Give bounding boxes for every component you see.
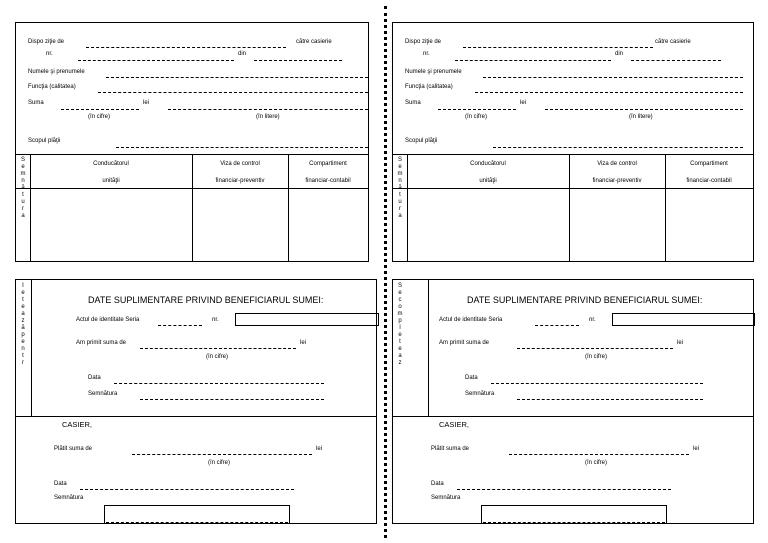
suma-label: Suma (405, 100, 421, 106)
suma-litere-field[interactable] (545, 109, 743, 110)
signature-col-line (407, 154, 408, 261)
in-cifre-label: (în cifre) (206, 354, 229, 360)
numele-field[interactable] (483, 77, 743, 78)
casier-label: CASIER, (439, 420, 470, 429)
scopul-label: Scopul plăţii (405, 138, 438, 144)
numele-label: Numele şi prenumele (405, 69, 462, 75)
scopul-field[interactable] (116, 147, 368, 148)
data-label: Data (54, 481, 67, 487)
scopul-field[interactable] (493, 147, 743, 148)
financiar-preventiv-label: financiar-preventiv (215, 178, 265, 184)
dispozitia-label: Dispo ziţie de (405, 39, 442, 45)
seria-field[interactable] (535, 325, 579, 326)
in-cifre-label: (în cifre) (585, 460, 608, 466)
compartiment-label: Compartiment (690, 161, 728, 167)
left-top-form (15, 22, 369, 262)
casier-divider (16, 416, 376, 417)
viza-label: Viza de control (597, 161, 637, 167)
am-primit-field[interactable] (517, 348, 673, 349)
data-field[interactable] (114, 383, 324, 384)
suma-cifre-field[interactable] (438, 109, 516, 110)
semnatura-vertical-label: S e m n ă t u r a (397, 157, 403, 219)
in-cifre-label: (în cifre) (585, 354, 608, 360)
seria-field[interactable] (158, 325, 202, 326)
semnatura-field[interactable] (140, 399, 324, 400)
am-primit-label: Am primit suma de (76, 340, 127, 346)
nr-label: nr. (46, 51, 53, 57)
semnatura-label: Semnătura (465, 391, 495, 397)
catre-casierie-label: către casierie (296, 39, 332, 45)
in-cifre-label: (în cifre) (88, 114, 111, 120)
semnatura-field[interactable] (517, 399, 703, 400)
functia-label: Funcţia (calitatea) (28, 84, 76, 90)
signature-col-line (30, 154, 31, 261)
nr-field[interactable] (78, 60, 234, 61)
nr-label: nr. (212, 317, 219, 323)
viza-label: Viza de control (220, 161, 260, 167)
numele-field[interactable] (106, 77, 368, 78)
data-label: Data (88, 375, 101, 381)
lei-label: lei (316, 446, 323, 452)
lei-label: lei (300, 340, 307, 346)
unitatii-label: unităţii (479, 178, 497, 184)
signature-col-line (192, 154, 193, 261)
platit-field[interactable] (509, 454, 689, 455)
data-label: Data (431, 481, 444, 487)
data-field[interactable] (457, 489, 671, 490)
unitatii-label: unităţii (102, 178, 120, 184)
signature-col-line (288, 154, 289, 261)
dispozitia-label: Dispo ziţie de (28, 39, 65, 45)
lei-label: lei (693, 446, 700, 452)
date-suplimentare-heading: DATE SUPLIMENTARE PRIVIND BENEFICIARUL SUMEI: (467, 295, 703, 305)
vertical-label-line (31, 280, 32, 416)
right-top-form (392, 22, 754, 262)
semnatura-vertical-label: S e m n ă t u r a (20, 157, 26, 219)
scopul-label: Scopul plăţii (28, 138, 61, 144)
functia-label: Funcţia (calitatea) (405, 84, 453, 90)
completeaza-vertical-label: S e c o m p l e t e a z (397, 283, 403, 366)
dispozitia-field[interactable] (463, 47, 653, 48)
signature-col-line (665, 154, 666, 261)
actul-label: Actul de identitate Seria (76, 317, 140, 323)
in-litere-label: (în litere) (629, 114, 653, 120)
right-bottom-form (392, 279, 754, 524)
conducatorul-label: Conducătorul (93, 161, 129, 167)
suma-label: Suma (28, 100, 44, 106)
cut-divider (384, 6, 387, 538)
in-cifre-label: (în cifre) (465, 114, 488, 120)
vertical-label-line (428, 280, 429, 416)
am-primit-field[interactable] (140, 348, 296, 349)
platit-field[interactable] (132, 454, 312, 455)
suma-litere-field[interactable] (168, 109, 368, 110)
signature-box-line (106, 522, 288, 523)
dispozitia-field[interactable] (86, 47, 286, 48)
data-field[interactable] (80, 489, 294, 490)
date-suplimentare-heading: DATE SUPLIMENTARE PRIVIND BENEFICIARUL SUMEI: (88, 295, 324, 305)
in-cifre-label: (în cifre) (208, 460, 231, 466)
din-field[interactable] (254, 60, 342, 61)
compartiment-label: Compartiment (309, 161, 347, 167)
lei-label: lei (677, 340, 684, 346)
nr-label: nr. (423, 51, 430, 57)
in-litere-label: (în litere) (256, 114, 280, 120)
financiar-contabil-label: financiar-contabil (686, 178, 732, 184)
nr-input-box[interactable] (612, 313, 755, 326)
financiar-preventiv-label: financiar-preventiv (592, 178, 642, 184)
semnatura-label: Semnătura (88, 391, 118, 397)
am-primit-label: Am primit suma de (439, 340, 490, 346)
conducatorul-label: Conducătorul (470, 161, 506, 167)
signature-box-line (483, 522, 665, 523)
numele-label: Numele şi prenumele (28, 69, 85, 75)
catre-casierie-label: către casierie (655, 39, 691, 45)
lei-label: lei (143, 100, 150, 106)
platit-label: Plătit suma de (54, 446, 93, 452)
left-bottom-form (15, 279, 377, 524)
actul-label: Actul de identitate Seria (439, 317, 503, 323)
semnatura-label: Semnătura (431, 495, 461, 501)
casier-label: CASIER, (62, 420, 93, 429)
functia-field[interactable] (98, 92, 368, 93)
signature-top-line (393, 154, 753, 155)
lei-label: lei (520, 100, 527, 106)
signature-col-line (569, 154, 570, 261)
semnatura-label: Semnătura (54, 495, 84, 501)
data-label: Data (465, 375, 478, 381)
signature-header-line (393, 188, 753, 189)
functia-field[interactable] (475, 92, 743, 93)
nr-field[interactable] (455, 60, 611, 61)
din-field[interactable] (631, 60, 721, 61)
financiar-contabil-label: financiar-contabil (305, 178, 351, 184)
casier-divider (393, 416, 753, 417)
suma-cifre-field[interactable] (61, 109, 139, 110)
din-label: din (615, 51, 624, 57)
data-field[interactable] (491, 383, 703, 384)
din-label: din (238, 51, 247, 57)
nr-label: nr. (589, 317, 596, 323)
platit-label: Plătit suma de (431, 446, 470, 452)
completeaza-vertical-label: I e t e a z ă p e n t r (21, 283, 25, 366)
nr-input-box[interactable] (235, 313, 379, 326)
